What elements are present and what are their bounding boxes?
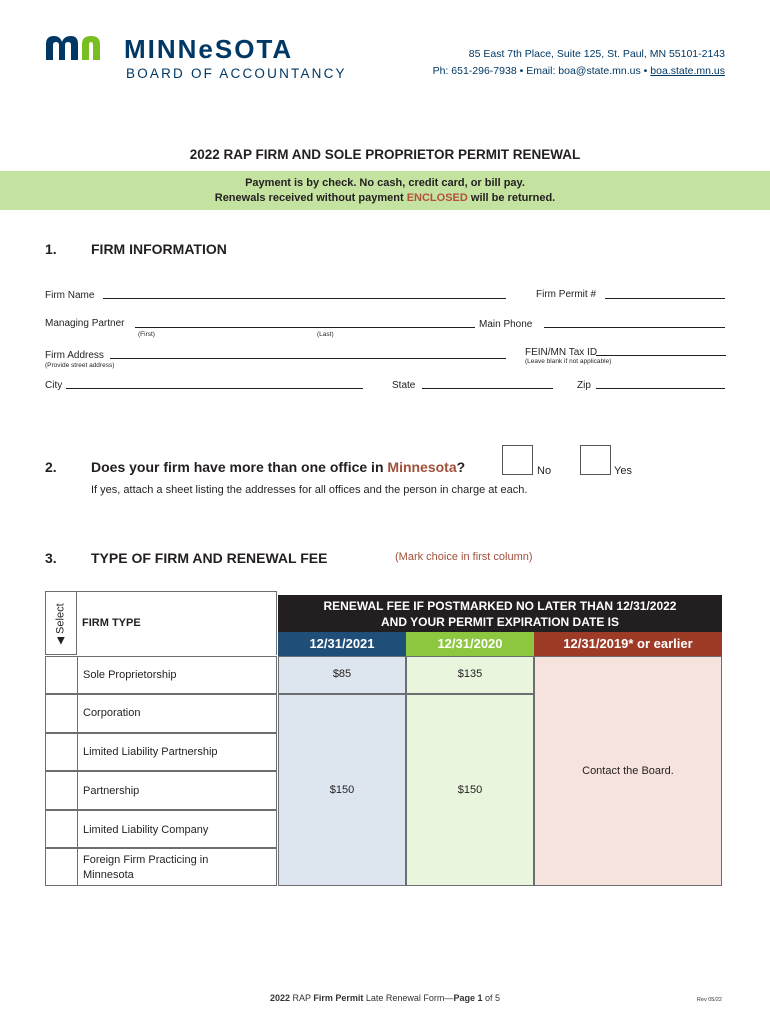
firm-type-label: Limited Liability Partnership — [83, 746, 218, 758]
banner-line-1: Payment is by check. No cash, credit card, or bill pay. — [245, 177, 525, 189]
firm-name-field[interactable] — [103, 298, 506, 299]
city-field[interactable] — [66, 388, 363, 389]
select-checkbox-corporation[interactable] — [46, 695, 78, 732]
select-checkbox-foreign-firm[interactable] — [46, 849, 78, 885]
section-2-number: 2. — [45, 459, 57, 475]
select-label: Select — [55, 603, 67, 634]
org-name: MINNeSOTA — [124, 34, 294, 64]
firm-name-label: Firm Name — [45, 290, 95, 301]
table-row — [45, 810, 277, 848]
org-subtitle: BOARD OF ACCOUNTANCY — [126, 66, 347, 81]
enclosed-word: ENCLOSED — [406, 192, 468, 204]
managing-partner-label: Managing Partner — [45, 318, 125, 329]
table-row — [45, 733, 277, 771]
page-number: Page 1 — [453, 993, 483, 1003]
no-label: No — [537, 465, 552, 477]
main-phone-field[interactable] — [544, 327, 725, 328]
offices-note: If yes, attach a sheet listing the addresses for all offices and the person in charge at each. — [91, 484, 528, 496]
fee-other-2020: $150 — [457, 784, 483, 796]
state-label: State — [392, 380, 416, 391]
first-hint: (First) — [138, 331, 155, 338]
mn-logo-mark-icon — [44, 32, 114, 62]
section-3-heading: TYPE OF FIRM AND RENEWAL FEE — [91, 550, 328, 566]
city-label: City — [45, 380, 63, 391]
fee-other-2021: $150 — [329, 784, 355, 796]
yes-checkbox[interactable] — [580, 445, 611, 475]
main-phone-label: Main Phone — [479, 319, 533, 330]
zip-field[interactable] — [596, 388, 725, 389]
contact-board-text: Contact the Board. — [582, 765, 674, 777]
fein-label: FEIN/MN Tax ID — [525, 347, 598, 358]
zip-label: Zip — [577, 380, 591, 391]
bullet-sep: • — [643, 65, 648, 77]
document-title: 2022 RAP FIRM AND SOLE PROPRIETOR PERMIT RENEWAL — [189, 147, 581, 162]
multiple-offices-question: Does your firm have more than one office in Minnesota? — [91, 459, 466, 475]
address-line: 85 East 7th Place, Suite 125, St. Paul, MN 55101-2143 — [468, 48, 725, 60]
street-hint: (Provide street address) — [45, 362, 115, 369]
year-2020-header: 12/31/2020 — [406, 632, 534, 656]
fee-header-line-2: AND YOUR PERMIT EXPIRATION DATE IS — [380, 615, 620, 629]
select-header — [49, 598, 73, 650]
phone: Ph: 651-296-7938 — [432, 65, 517, 77]
email: Email: boa@state.mn.us — [526, 65, 641, 77]
table-row — [45, 694, 277, 733]
website-link[interactable]: boa.state.mn.us — [650, 65, 725, 77]
table-row — [45, 771, 277, 810]
firm-address-label: Firm Address — [45, 350, 104, 361]
page-footer: 2022 RAP Firm Permit Late Renewal Form—Page 1 of 5 — [270, 993, 500, 1003]
select-checkbox-llc[interactable] — [46, 811, 78, 847]
select-checkbox-sole-proprietorship[interactable] — [46, 657, 78, 693]
firm-type-label: Corporation — [83, 707, 141, 719]
section-3-number: 3. — [45, 550, 57, 566]
payment-banner — [0, 171, 770, 210]
firm-type-label: Sole Proprietorship — [83, 669, 177, 681]
fee-sole-2020: $135 — [457, 668, 483, 680]
section-1-number: 1. — [45, 241, 57, 257]
firm-type-label: Partnership — [83, 785, 140, 797]
banner-line-2: Renewals received without payment ENCLOSED will be returned. — [214, 192, 556, 204]
firm-permit-label: Firm Permit # — [536, 289, 596, 300]
fein-field[interactable] — [596, 355, 726, 356]
section-1-heading: FIRM INFORMATION — [91, 241, 227, 257]
select-checkbox-llp[interactable] — [46, 734, 78, 770]
managing-partner-field[interactable] — [135, 327, 475, 328]
contact-block — [433, 46, 725, 80]
revision-date: Rev 05/22 — [696, 997, 722, 1003]
firm-address-field[interactable] — [110, 358, 506, 359]
select-arrow-icon: ◀ — [55, 636, 67, 645]
table-row — [45, 848, 277, 886]
mark-choice-hint: (Mark choice in first column) — [395, 551, 533, 563]
fein-hint: (Leave blank if not applicable) — [525, 358, 612, 365]
bullet-sep: • — [519, 65, 524, 77]
fee-header-line-1: RENEWAL FEE IF POSTMARKED NO LATER THAN 12/31/2022 — [323, 599, 677, 613]
yes-label: Yes — [614, 465, 632, 477]
table-row — [45, 656, 277, 694]
year-2021-header: 12/31/2021 — [278, 632, 406, 656]
firm-type-label: Foreign Firm Practicing in Minnesota — [83, 854, 209, 881]
firm-type-header: FIRM TYPE — [82, 617, 141, 629]
state-field[interactable] — [422, 388, 553, 389]
year-2019-header: 12/31/2019* or earlier — [534, 632, 722, 656]
no-checkbox[interactable] — [502, 445, 533, 475]
renewal-fee-header — [278, 595, 722, 632]
last-hint: (Last) — [317, 331, 334, 338]
fee-sole-2021: $85 — [332, 668, 352, 680]
select-checkbox-partnership[interactable] — [46, 772, 78, 809]
firm-type-label: Limited Liability Company — [83, 824, 209, 836]
firm-permit-field[interactable] — [605, 298, 725, 299]
minnesota-word: Minnesota — [387, 459, 457, 475]
board-logo — [44, 30, 364, 86]
